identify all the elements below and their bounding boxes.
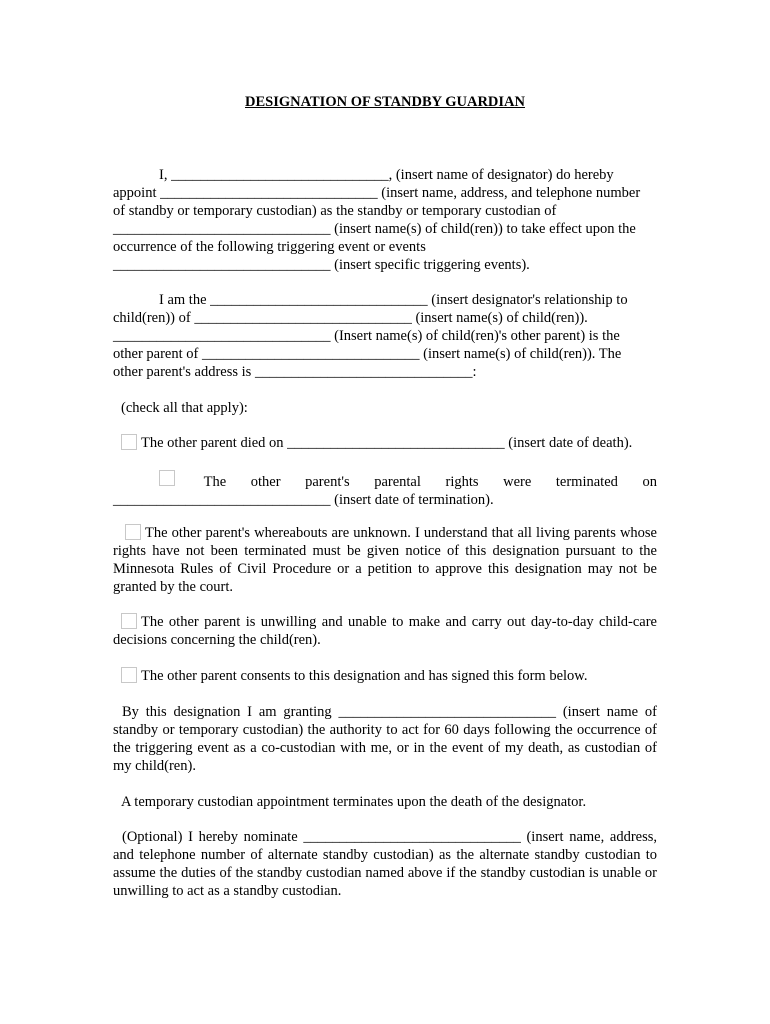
text: other parent's address is [113,364,255,380]
text: (insert name(s) of child(ren)). The [419,346,622,362]
children-names-blank[interactable]: ______________________________ [201,346,420,362]
designation-paragraph [113,166,657,274]
option-parent-unwilling [113,613,657,649]
relationship-blank[interactable]: ______________________________ [210,292,428,308]
text: (insert name(s) of child(ren)) to take effect upon the [330,221,636,237]
text: were [503,474,532,490]
option-parent-died [121,434,661,452]
date-of-death-blank[interactable]: ______________________________ [287,435,505,451]
text: (Optional) I hereby nominate [122,829,304,845]
granting-paragraph [113,703,657,775]
text: I am the [159,292,211,308]
text: (insert name of standby or temporary custodian) the authority to act for 60 days following the occurrence of the triggering event as a co-custodian with me, or in the event of my death, as custodian of my child(ren). [113,704,657,774]
text: other [250,474,281,490]
designator-name-blank[interactable]: ______________________________ [171,167,389,183]
children-names-blank[interactable]: ______________________________ [113,221,331,237]
custodian-name-blank[interactable]: ______________________________ [338,704,557,720]
text: of standby or temporary custodian) as the standby or temporary custodian of [113,203,557,219]
text: rights [445,474,479,490]
other-parent-address-blank[interactable]: ______________________________ [254,364,473,380]
parent-consents-checkbox[interactable] [121,667,137,683]
text: on [642,474,657,490]
text: child(ren)) of [113,310,195,326]
text: I, [159,167,172,183]
relationship-paragraph [113,291,657,381]
text: (insert designator's relationship to [427,292,628,308]
text: The other parent's whereabouts are unknown. I understand that all living parents whose rights have not been terminated must be given notice of this designation pursuant to the Minnesota Rules of Civil Procedure or a petition to approve this designation may not be granted by the court. [113,525,657,595]
text: (Insert name(s) of child(ren)'s other parent) is the [330,328,620,344]
alternate-custodian-blank[interactable]: ______________________________ [303,829,521,845]
text: terminated [555,474,618,490]
option-whereabouts-unknown [113,524,657,596]
custodian-name-blank[interactable]: ______________________________ [160,185,378,201]
text: parental [374,474,421,490]
text: (insert specific triggering events). [330,257,530,273]
text: (insert date of termination). [330,492,494,508]
date-of-termination-blank[interactable]: ______________________________ [113,492,331,508]
option-parent-consents [121,667,661,685]
text: appoint [113,185,161,201]
text: (insert name, address, and telephone number of alternate standby custodian) as the alternate standby custodian to assume the duties of the standby custodian named above if the standby custodian is unable or unwilling to act as a standby custodian. [113,829,657,899]
page-title: DESIGNATION OF STANDBY GUARDIAN [245,94,525,110]
parent-died-checkbox[interactable] [121,434,137,450]
text: The other parent died on [141,435,288,451]
children-names-blank[interactable]: ______________________________ [194,310,412,326]
text: (insert date of death). [504,435,633,451]
termination-statement: A temporary custodian appointment terminates upon the death of the designator. [121,794,587,810]
text: The other parent is unwilling and unable to make and carry out day-to-day child-care decisions concerning the child(ren). [113,614,657,648]
rights-terminated-checkbox[interactable] [159,470,175,486]
option-rights-terminated [113,470,657,509]
text: The other parent consents to this designation and has signed this form below. [141,668,588,684]
text: parent's [305,474,350,490]
whereabouts-unknown-checkbox[interactable] [125,524,141,540]
text: other parent of [113,346,202,362]
text: , (insert name of designator) do hereby [388,167,614,183]
parent-unwilling-checkbox[interactable] [121,613,137,629]
text: By this designation I am granting [122,704,339,720]
check-all-instruction: (check all that apply): [121,400,248,416]
triggering-events-blank[interactable]: ______________________________ [113,257,331,273]
optional-nomination-paragraph [113,828,657,900]
text: (insert name(s) of child(ren)). [411,310,588,326]
text: : [472,364,477,380]
text: (insert name, address, and telephone number [377,185,641,201]
text: The [203,474,227,490]
other-parent-name-blank[interactable]: ______________________________ [113,328,331,344]
text: occurrence of the following triggering event or events [113,239,426,255]
